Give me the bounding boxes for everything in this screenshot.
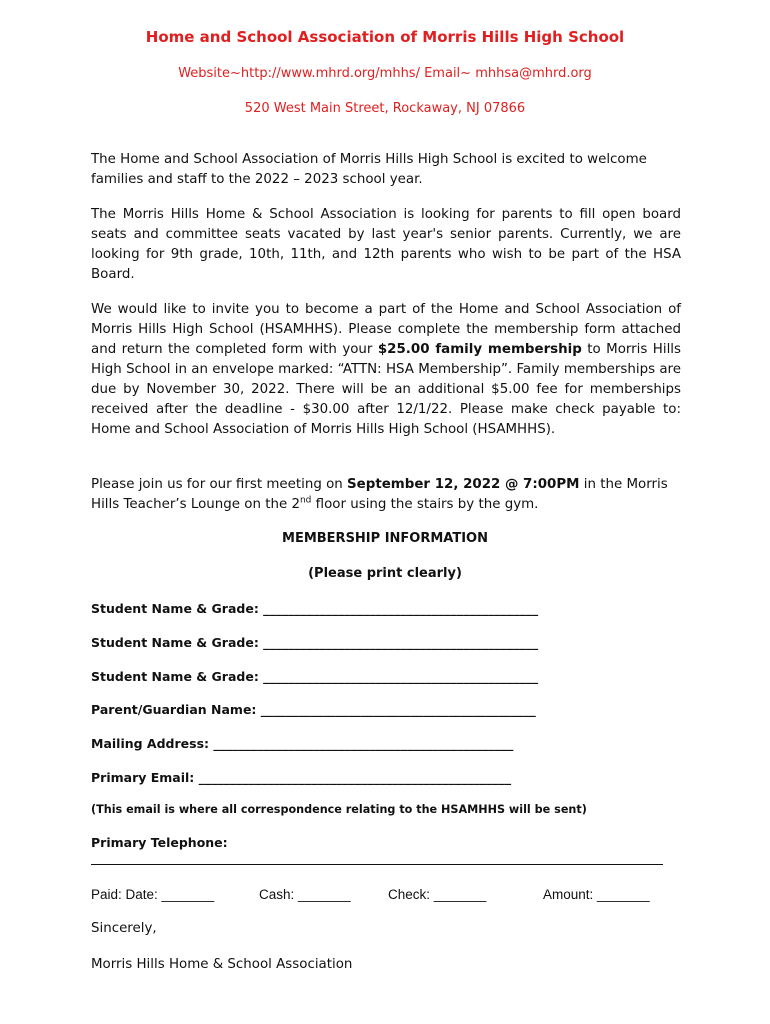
mailing-address-field[interactable]: Mailing Address: ________________________________________________ [91,736,514,751]
closing-sincerely: Sincerely, [91,921,157,936]
meeting-text-a: Please join us for our first meeting on [91,477,348,492]
address-line: 520 West Main Street, Rockaway, NJ 07866 [244,101,526,116]
parent-guardian-name-field[interactable]: Parent/Guardian Name: ____________________________________________ [91,702,536,717]
closing-signature: Morris Hills Home & School Association [91,957,353,972]
page-title: Home and School Association of Morris Hills High School [145,28,625,46]
meeting-text-c: floor using the stairs by the gym. [311,497,539,512]
print-clearly-note: (Please print clearly) [308,566,462,581]
meeting-text-b: in the Morris Hills Teacher’s Lounge on the 2 [91,477,668,512]
student-name-grade-field-1[interactable]: Student Name & Grade: ____________________________________________ [91,601,539,616]
check-field[interactable]: Check: _______ [388,887,487,902]
student-name-grade-field-2[interactable]: Student Name & Grade: ____________________________________________ [91,635,539,650]
meeting-paragraph [91,475,681,515]
cash-field[interactable]: Cash: _______ [259,887,351,902]
membership-heading: MEMBERSHIP INFORMATION [282,531,488,546]
membership-paragraph [91,300,681,440]
telephone-line[interactable] [91,864,663,865]
welcome-paragraph: The Home and School Association of Morris Hills High School is excited to welcome families and staff to the 2022 – 2023 school year. [91,152,647,187]
primary-email-field[interactable]: Primary Email: __________________________________________________ [91,770,512,785]
student-name-grade-field-3[interactable]: Student Name & Grade: ____________________________________________ [91,669,539,684]
membership-text-a: We would like to invite you to become a part of the Home and School Association of Morris Hills High School (HSAMHHS). Please complete the membership form attached and return the completed form with your [91,302,681,357]
meeting-date: September 12, 2022 @ 7:00PM [347,477,580,492]
membership-fee: $25.00 family membership [377,342,582,357]
paid-date-field[interactable]: Paid: Date: _______ [91,887,215,902]
amount-field[interactable]: Amount: _______ [543,887,650,902]
primary-telephone-label: Primary Telephone: [91,835,228,850]
ordinal-suffix: nd [299,495,312,506]
website-email-line: Website~http://www.mhrd.org/mhhs/ Email~ mhhsa@mhrd.org [178,66,592,81]
membership-text-b: to Morris Hills High School in an envelope marked: “ATTN: HSA Membership”. Family memberships are due by November 30, 2022. There will be an additional $5.00 fee for memberships received after the deadline - $30.00 after 12/1/22. Please make check payable to: Home and School Association of Morris Hills High School (HSAMHHS). [91,342,681,437]
email-note: (This email is where all correspondence relating to the HSAMHHS will be sent) [91,803,587,816]
board-paragraph: The Morris Hills Home & School Association is looking for parents to fill open board seats and committee seats vacated by last year's senior parents. Currently, we are looking for 9th grade, 10th, 11th, and 12th parents who wish to be part of the HSA Board. [91,207,681,282]
